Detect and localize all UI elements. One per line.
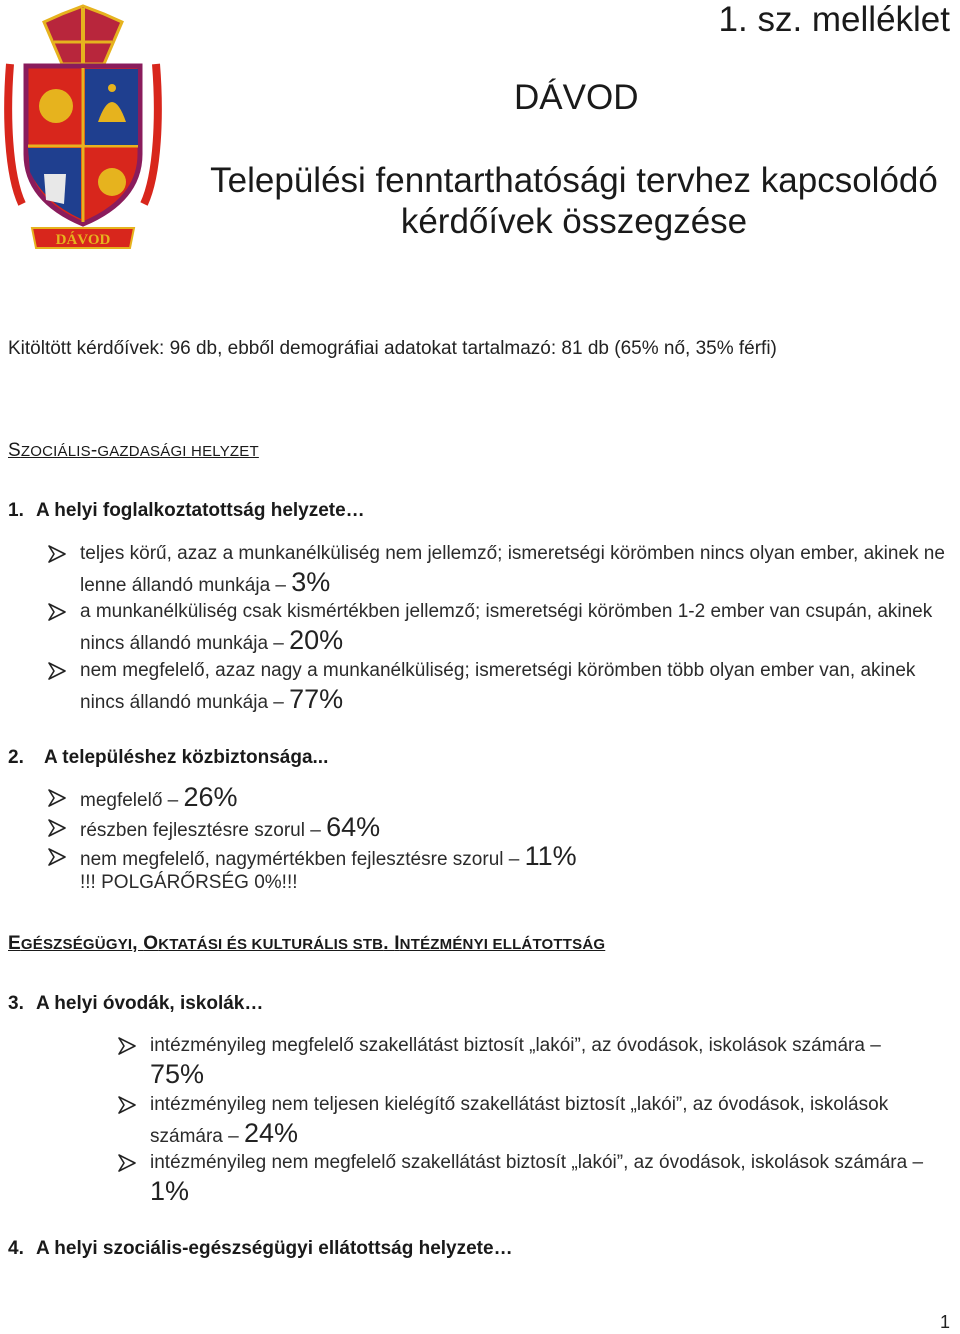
question-2-heading: 2. A településhez közbiztonsága... <box>8 747 329 768</box>
list-item: intézményileg megfelelő szakellátást biztosít „lakói”, az óvodások, iskolások számára – 75% <box>150 1031 940 1092</box>
question-4-heading: 4. A helyi szociális-egészségügyi ellátottság helyzete… <box>8 1238 513 1259</box>
percentage-value: 77% <box>289 684 344 714</box>
annex-label: 1. sz. melléklet <box>718 0 950 39</box>
arrow-bullet-icon <box>118 1096 136 1114</box>
list-item: intézményileg nem teljesen kielégítő szakellátást biztosít „lakói”, az óvodások, iskolások számára – 24% <box>150 1090 940 1151</box>
list-item: teljes körű, azaz a munkanélküliség nem jellemző; ismeretségi körömben nincs olyan ember, akinek ne lenne állandó munkája – 3% <box>80 539 960 600</box>
list-item: megfelelő – 26% <box>80 783 960 815</box>
list-item: nem megfelelő, nagymértékben fejlesztésre szorul – 11% <box>80 842 960 874</box>
document-title <box>186 160 960 242</box>
question-3-heading: 3. A helyi óvodák, iskolák… <box>8 993 264 1014</box>
percentage-value: 1% <box>150 1176 190 1206</box>
place-name: DÁVOD <box>514 78 639 117</box>
list-item: részben fejlesztésre szorul – 64% <box>80 813 960 845</box>
arrow-bullet-icon <box>48 848 66 866</box>
arrow-bullet-icon <box>48 545 66 563</box>
page-number: 1 <box>939 1312 950 1332</box>
title-line-2: kérdőívek összegzése <box>400 202 748 241</box>
survey-summary: Kitöltött kérdőívek: 96 db, ebből demográfiai adatokat tartalmazó: 81 db (65% nő, 35% férfi) <box>8 338 777 359</box>
section-heading-institutions: EGÉSZSÉGÜGYI, OKTATÁSI ÉS KULTURÁLIS STB. INTÉZMÉNYI ELLÁTOTTSÁG <box>8 933 606 954</box>
question-1-heading: 1. A helyi foglalkoztatottság helyzete… <box>8 500 365 521</box>
civil-guard-note: !!! POLGÁRŐRSÉG 0%!!! <box>80 872 298 893</box>
coat-of-arms-image <box>4 4 162 254</box>
percentage-value: 24% <box>243 1118 299 1148</box>
list-item: a munkanélküliség csak kismértékben jellemző; ismeretségi körömben 1-2 ember van csupán, akinek nincs állandó munkája – 20% <box>80 597 960 658</box>
arrow-bullet-icon <box>48 662 66 680</box>
list-item: nem megfelelő, azaz nagy a munkanélküliség; ismeretségi körömben több olyan ember van, akinek nincs állandó munkája – 77% <box>80 656 960 717</box>
arrow-bullet-icon <box>118 1037 136 1055</box>
percentage-value: 64% <box>326 812 381 842</box>
arrow-bullet-icon <box>48 789 66 807</box>
percentage-value: 75% <box>150 1059 205 1089</box>
percentage-value: 20% <box>289 625 344 655</box>
arrow-bullet-icon <box>48 603 66 621</box>
percentage-value: 3% <box>291 567 331 597</box>
arrow-bullet-icon <box>48 819 66 837</box>
title-line-1: Települési fenntarthatósági tervhez kapcsolódó <box>210 161 938 200</box>
percentage-value: 26% <box>183 782 238 812</box>
percentage-value: 11% <box>524 841 577 871</box>
list-item: intézményileg nem megfelelő szakellátást biztosít „lakói”, az óvodások, iskolások számára – 1% <box>150 1148 940 1209</box>
arrow-bullet-icon <box>118 1154 136 1172</box>
section-heading-socioeconomic: SZOCIÁLIS-GAZDASÁGI HELYZET <box>8 440 259 461</box>
crest-banner-text: DÁVOD <box>55 232 111 248</box>
